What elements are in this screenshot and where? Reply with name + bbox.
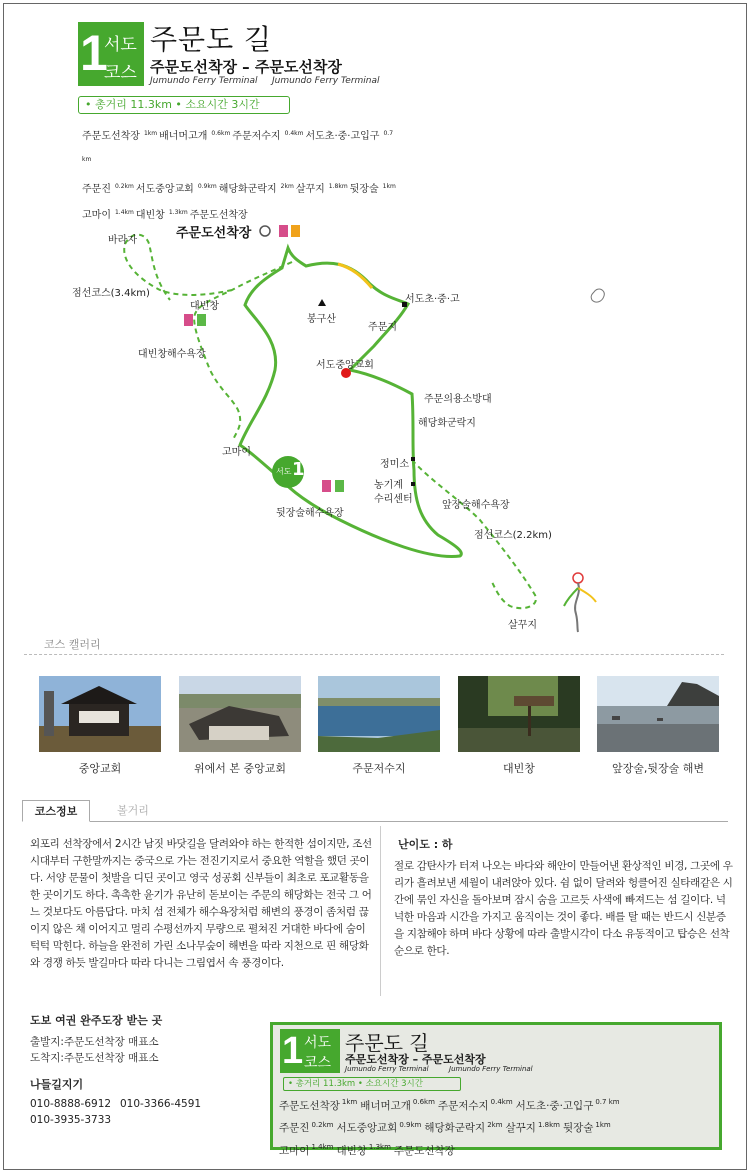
dashed-side-course-west [124,235,292,440]
mill-icon [411,457,415,461]
badge-line2: 코스 [104,63,137,83]
map-label-school: 서도초·중·고 [405,294,460,305]
station-distance: 1.3km [168,208,188,216]
course-description: 외포리 선착장에서 2시간 남짓 바닷길을 달려와야 하는 한적한 섬이지만, 조선시대부터 구한말까지는 중국으로 가는 전진기지로서 중요한 역할을 했던 곳이다. 서양 문물이 첫발을 디딘 곳이고 영국 성공회 신부들이 최초로 포교활동을 한 곳이기도 하다. 촉촉한 윤기가 유난히 돋보이는 주문의 해당화는 전국 그 어느 것보다도 아름답다. 마치 섬 전체가 해수욕장처럼 해변의 풍경이 좀처럼 끊이지 않은 채 이어지고 멀리 수평선까지 무량으로 펼쳐진 거대한 바다에 숨이 턱턱 막힌다. 하늘을 완전히 가린 소나무숲이 해변을 따라 지천으로 핀 해당화와 경쟁 하듯 발길마다 따라 다니는 그림엽서 속 풍경이다. [30,838,372,969]
gallery-item-beach[interactable] [597,676,719,776]
start-point-icon [260,226,270,236]
station-distance: 0.4km [284,130,304,137]
sign-route-en-start: Jumundo Ferry Terminal [345,1065,429,1073]
station-distance: 0.9km [399,1120,422,1129]
gallery-caption: 중앙교회 [78,762,122,775]
sign-station-list [279,1093,719,1161]
station-item: 뒷장술 [349,183,379,195]
highlight-segment [338,264,372,288]
gallery-item-church[interactable] [39,676,161,776]
gallery-item-daebinchang[interactable] [458,676,580,776]
info-icon [291,225,300,237]
route-title: 주문도선착장 – 주문도선착장 [150,58,342,76]
toilet-icon-3 [322,480,331,492]
marker-label: 서도 [276,467,292,476]
gallery-caption: 위에서 본 중앙교회 [193,762,286,775]
page-title: 주문도 길 [150,23,273,56]
sign-badge-line2: 코스 [304,1055,332,1071]
peak-icon [318,299,326,306]
map-label-daebinchang-beach: 대빈창해수욕장 [138,349,206,360]
gallery-item-church-top[interactable] [179,676,301,776]
column-divider [380,826,381,996]
course-map [0,200,750,640]
toilet-icon-2 [184,314,193,326]
map-label-church: 서도중앙교회 [316,360,374,371]
station-item: 고마이 [82,210,111,222]
photo-daebinchang [458,676,580,752]
course-stats: • 총거리 11.3km • 소요시간 3시간 [78,96,290,114]
photo-reservoir [318,676,440,752]
station-item: 서도초·중·고입구 [515,1099,594,1112]
phone-number[interactable]: 010-3366-4591 [120,1098,202,1110]
marker-number: 1 [292,459,305,480]
stamp-start: 출발지:주문도선착장 매표소 [30,1036,159,1048]
route-en-end: Jumundo Ferry Terminal [272,76,380,86]
station-distance: 1.4km [311,1143,334,1151]
sign-course-number: 1 [282,1030,304,1072]
station-distance: 0.6km [412,1098,435,1106]
station-item: 고마이 [279,1144,310,1157]
map-label-daebinchang: 대빈창 [190,301,219,312]
station-distance: 0.4km [490,1098,513,1106]
rest-icon [197,314,206,326]
station-item: 배너머고개 [360,1099,411,1112]
sign-route-en-end: Jumundo Ferry Terminal [449,1065,533,1073]
gallery-item-reservoir[interactable] [318,676,440,776]
sign-route: 주문도선착장 – 주문도선착장 [345,1053,486,1066]
station-item: 배너머고개 [159,131,208,143]
station-distance: 0.7 km [82,130,394,164]
station-distance: 1km [341,1098,358,1106]
map-label-barraja: 바라자 [108,235,137,246]
station-distance: 2km [487,1120,503,1129]
station-distance: 0.6km [211,130,231,137]
station-item: 주문도선착장 [189,210,248,222]
station-item: 해당화군락지 [218,183,277,195]
station-distance: 1km [382,182,396,190]
sign-stats: • 총거리 11.3km • 소요시간 3시간 [283,1077,461,1091]
map-label-salkkuji: 살꾸지 [508,620,537,631]
map-label-repair1: 농기계 [374,480,403,491]
map-label-gomai: 고마이 [222,447,251,458]
photo-church-top [179,676,301,752]
station-item: 뒷장술 [562,1122,594,1134]
station-item: 주문진 [279,1122,310,1134]
gallery-caption: 앞장술,뒷장술 해변 [611,762,704,775]
map-label-dike: 주문의용소방대 [424,394,492,405]
phone-number[interactable]: 010-8888-6912 [30,1098,112,1110]
station-item: 주문저수지 [232,131,281,143]
station-item: 서도중앙교회 [135,183,194,195]
sign-badge [280,1029,340,1073]
map-label-bonggusan: 봉구산 [307,314,336,325]
station-distance: 2km [280,182,294,190]
station-item: 주문도선착장 [393,1144,455,1157]
station-item: 살꾸지 [295,183,325,195]
info-tabs [22,800,728,822]
repair-icon [411,482,415,486]
phone-number[interactable]: 010-3935-3733 [30,1114,112,1126]
island-icon [591,289,604,302]
stamp-end: 도착지:주문도선착장 매표소 [30,1052,159,1064]
tab-course-info[interactable]: 코스정보 [22,800,90,822]
map-label-jumunji: 주문지 [368,322,397,333]
course-badge [78,22,144,86]
station-distance: 1.4km [114,208,134,216]
map-svg [0,200,750,640]
gallery-caption: 대빈창 [503,762,535,775]
map-label-start: 주문도선착장 [176,226,252,241]
station-distance: 0.7 km [595,1098,620,1106]
station-distance: 1km [595,1120,611,1129]
station-distance: 0.9km [197,182,217,190]
station-distance: 1.8km [328,182,348,190]
station-distance: 1km [143,130,158,137]
badge-line1: 서도 [104,35,137,55]
station-distance: 0.2km [311,1120,334,1129]
station-item: 주문진 [82,183,111,195]
difficulty-text: 절로 감탄사가 터져 나오는 바다와 해안이 만들어낸 환상적인 비경, 그곳에 우리가 흘려보낸 세월이 내려앉아 있다. 쉼 없이 달려와 헝클어진 실타래같은 시간에 묶인 자신을 돌아보며 잠시 숨을 고르듯 사색에 빠져드는 섬 길이다. 넉넉한 마음과 시간을 가지고 움직이는 것이 좋다. 배를 탈 때는 반드시 신분증을 지참해야 하며 바다 상황에 따라 출발시각이 다소 유동적이고 탑승은 선착순으로 한다. [394,860,733,957]
station-item: 서도중앙교회 [336,1122,398,1134]
station-distance: 0.2km [114,182,134,190]
course-number: 1 [80,25,108,81]
station-item: 대빈창 [336,1144,367,1157]
station-item: 살꾸지 [505,1122,536,1134]
station-distance: 1.3km [368,1143,391,1151]
course-signboard [270,1022,722,1157]
map-label-side2: 점선코스(2.2km) [474,530,552,541]
station-item: 주문저수지 [437,1099,489,1112]
contact-title: 나들길지기 [30,1078,84,1091]
gallery-caption: 주문저수지 [352,762,406,775]
sign-badge-line1: 서도 [304,1035,332,1051]
sign-title: 주문도 길 [345,1031,429,1055]
route-en-start: Jumundo Ferry Terminal [150,76,258,86]
tab-highlights[interactable]: 볼거리 [117,804,149,817]
rest-icon-2 [335,480,344,492]
map-label-apjangsul: 앞장술해수욕장 [442,500,510,511]
photo-church [39,676,161,752]
station-item: 해당화군락지 [424,1122,486,1134]
station-item: 대빈창 [135,210,165,222]
map-label-side1: 점선코스(3.4km) [72,288,150,299]
stamp-title: 도보 여권 완주도장 받는 곳 [30,1014,163,1027]
station-item: 서도초·중·고입구 [305,131,380,143]
difficulty-title: 난이도 : 하 [398,838,453,851]
station-item: 주문도선착장 [82,131,140,143]
photo-beach [597,676,719,752]
gallery-divider [24,654,724,655]
station-item: 주문도선착장 [279,1099,340,1112]
map-label-repair2: 수리센터 [374,494,413,505]
gallery-title: 코스 캘러리 [44,638,101,651]
map-label-haedanghwa: 해당화군락지 [418,418,476,429]
map-label-dwitjangsul: 뒷장술해수욕장 [276,508,344,519]
station-distance: 1.8km [537,1120,560,1129]
map-label-jeongmiso: 정미소 [380,459,409,470]
compass-icon [573,573,583,583]
toilet-icon [279,225,288,237]
